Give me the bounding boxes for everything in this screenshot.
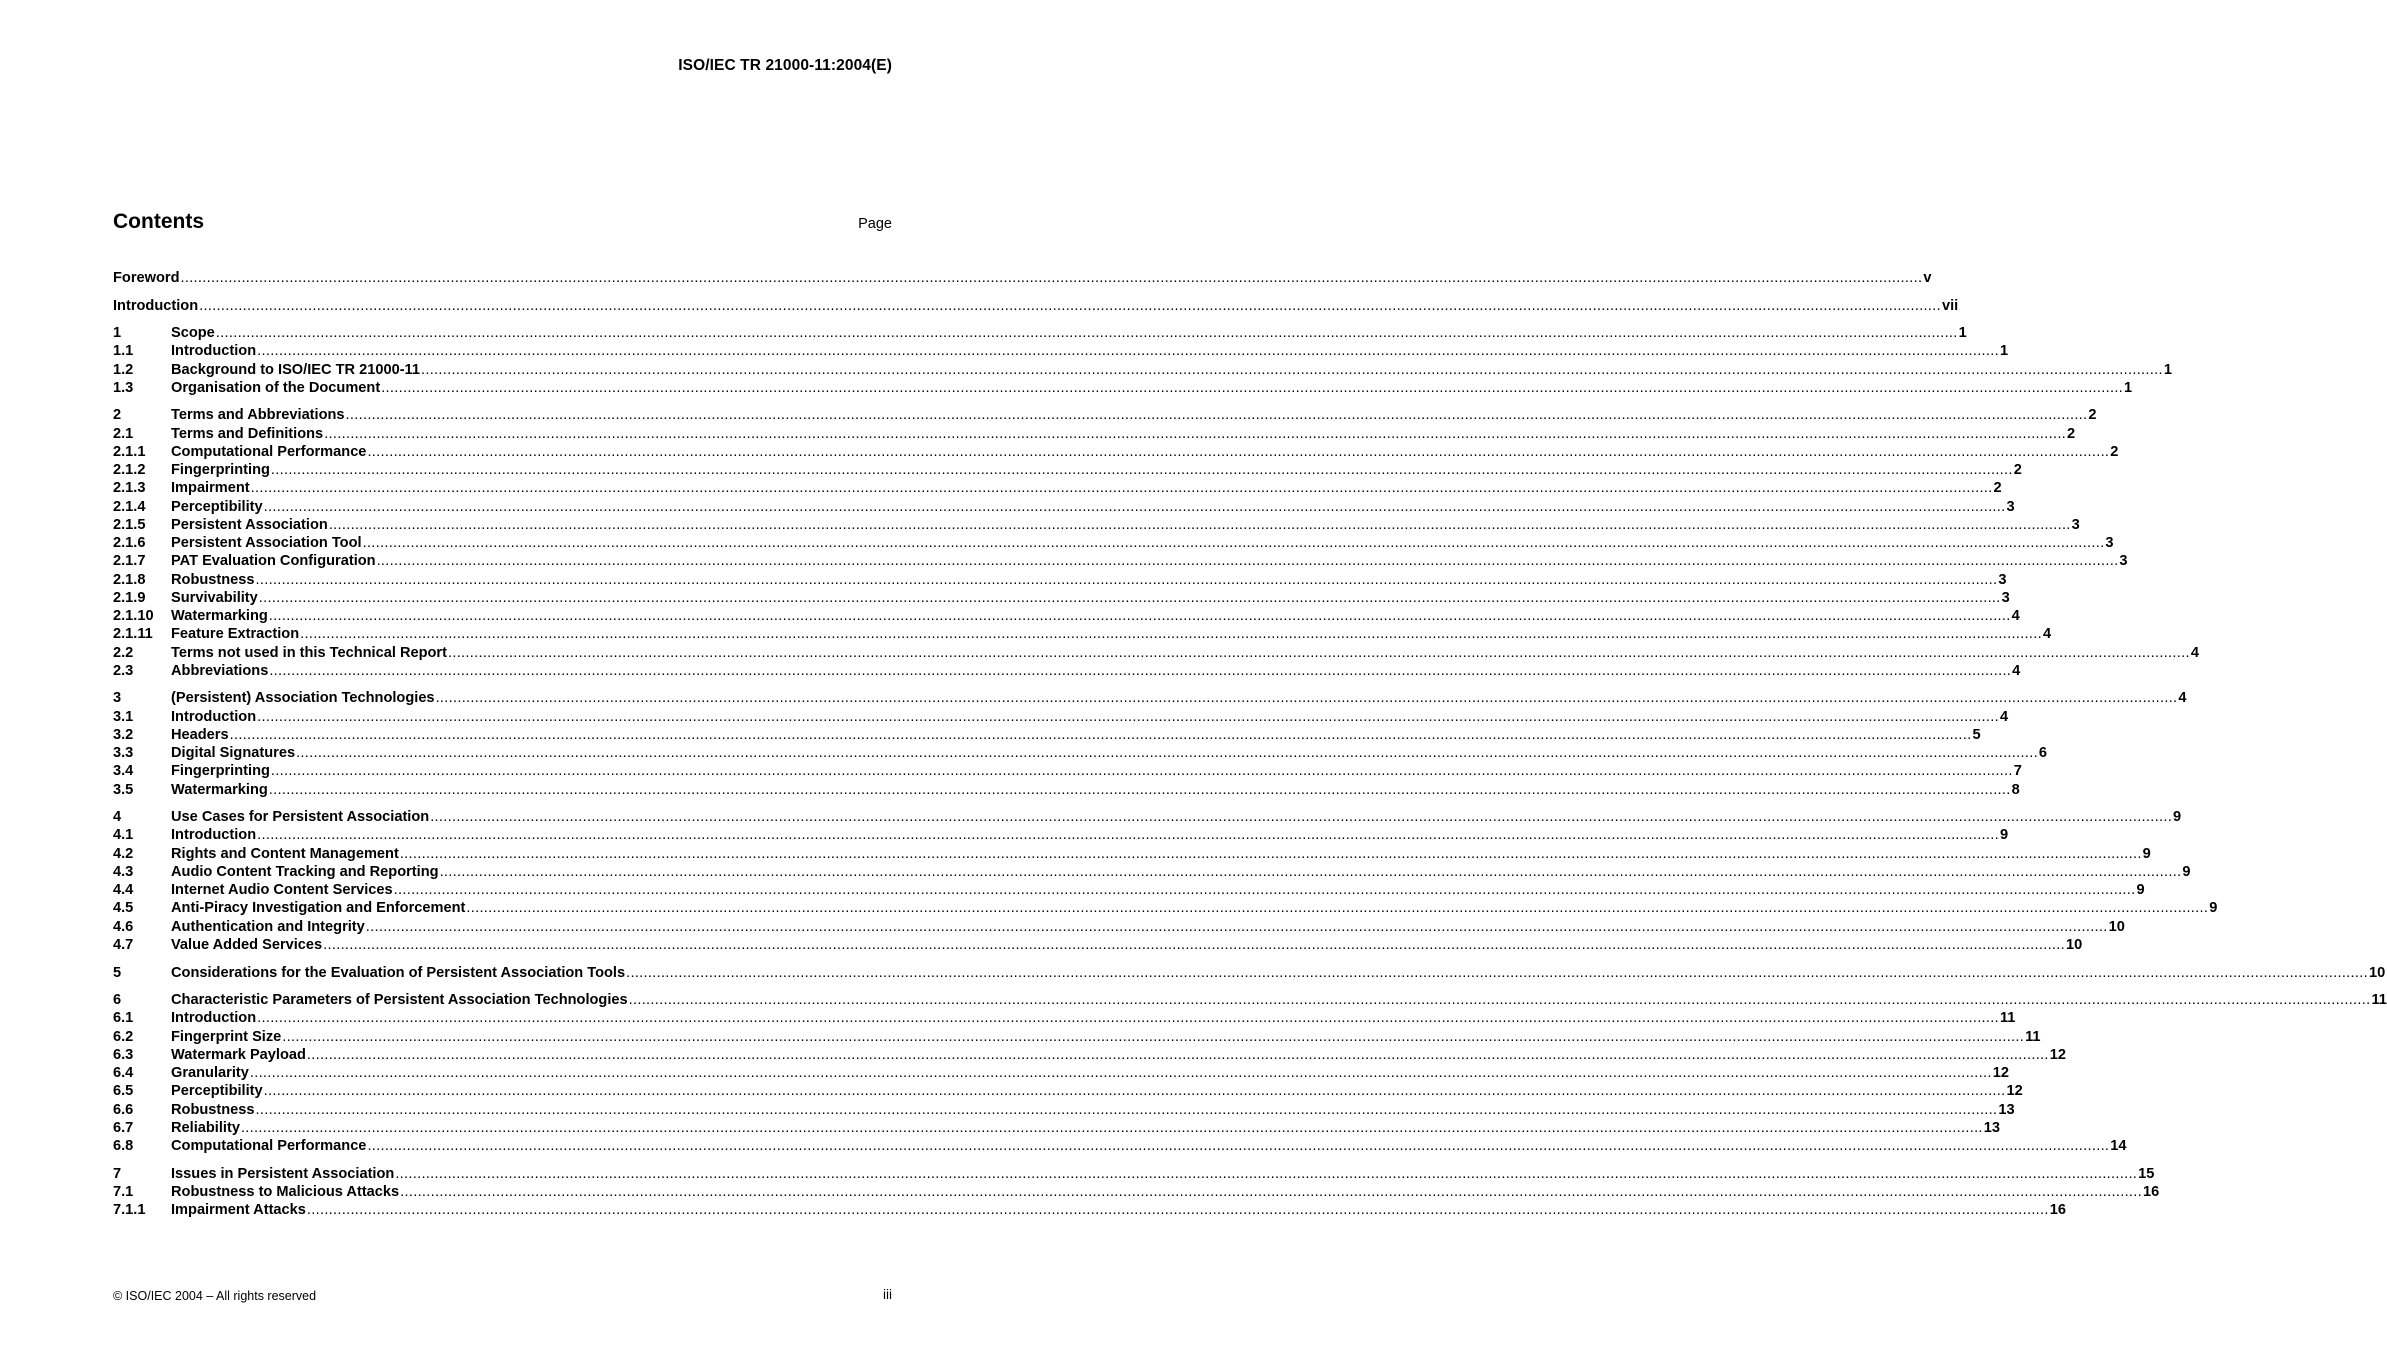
toc-entry[interactable] <box>113 863 2191 882</box>
toc-entry-number: 2.1.11 <box>113 626 153 643</box>
toc-entry[interactable] <box>113 297 1959 316</box>
toc-entry-page: 1 <box>1958 325 1967 342</box>
toc-entry-title: Introduction <box>171 827 257 844</box>
toc-entry-title: Perceptibility <box>171 498 263 515</box>
toc-entry[interactable] <box>113 462 2022 480</box>
toc-entry-title: Terms and Definitions <box>171 425 324 442</box>
dot-leader: ................................................................................................................................................................................................................................................................................................................................................................................................................ <box>393 882 2136 899</box>
toc-entry-title: Fingerprinting <box>171 763 270 780</box>
toc-entry-title: Robustness <box>171 1101 255 1118</box>
toc-entry[interactable] <box>113 571 2007 590</box>
dot-leader: ................................................................................................................................................................................................................................................................................................................................................................................................................ <box>282 1028 2025 1045</box>
dot-leader: ................................................................................................................................................................................................................................................................................................................................................................................................................ <box>255 1101 1998 1118</box>
dot-leader: ................................................................................................................................................................................................................................................................................................................................................................................................................ <box>328 516 2071 533</box>
dot-leader: ................................................................................................................................................................................................................................................................................................................................................................................................................ <box>399 845 2142 862</box>
toc-entry-title: Anti-Piracy Investigation and Enforcement <box>171 900 466 917</box>
toc-entry[interactable] <box>113 1119 2001 1138</box>
toc-entry-number: 4.7 <box>113 936 134 953</box>
dot-leader: ................................................................................................................................................................................................................................................................................................................................................................................................................ <box>249 1065 1992 1082</box>
toc-entry[interactable] <box>113 270 1932 288</box>
dot-leader: ................................................................................................................................................................................................................................................................................................................................................................................................................ <box>439 863 2182 880</box>
toc-entry-title: Authentication and Integrity <box>171 918 365 935</box>
dot-leader: ................................................................................................................................................................................................................................................................................................................................................................................................................ <box>263 498 2006 515</box>
toc-entry-number: 4 <box>113 809 122 826</box>
toc-entry-page: 13 <box>1983 1119 2001 1136</box>
toc-entry-number: 6.1 <box>113 1010 134 1027</box>
toc-entry-title: Terms not used in this Technical Report <box>171 644 447 661</box>
toc-entry-page: 1 <box>1999 343 2009 360</box>
toc-entry-number: 6.8 <box>113 1138 134 1155</box>
toc-entry-page: 3 <box>2071 516 2080 533</box>
toc-entry[interactable] <box>113 1028 2041 1047</box>
dot-leader: ................................................................................................................................................................................................................................................................................................................................................................................................................ <box>628 992 2371 1009</box>
toc-entry-title: Perceptibility <box>171 1083 263 1100</box>
toc-entry-title: Terms and Abbreviations <box>171 407 345 424</box>
dot-leader: ................................................................................................................................................................................................................................................................................................................................................................................................................ <box>255 571 1998 588</box>
dot-leader: ................................................................................................................................................................................................................................................................................................................................................................................................................ <box>400 1183 2142 1200</box>
toc-entry-number: 4.1 <box>113 827 134 844</box>
toc-entry[interactable] <box>113 1202 2066 1220</box>
toc-entry-number: 4.2 <box>113 845 134 862</box>
toc-entry-page: 9 <box>2136 882 2145 899</box>
toc-entry[interactable] <box>113 589 2010 608</box>
toc-entry-number: 3 <box>113 690 122 707</box>
dot-leader: ................................................................................................................................................................................................................................................................................................................................................................................................................ <box>258 589 2001 606</box>
toc-group <box>113 690 2187 800</box>
toc-entry-number: 2.1.7 <box>113 553 146 570</box>
toc-entry-page: vii <box>1941 297 1959 314</box>
dot-leader: ................................................................................................................................................................................................................................................................................................................................................................................................................ <box>199 297 1941 314</box>
dot-leader: ................................................................................................................................................................................................................................................................................................................................................................................................................ <box>447 644 2190 661</box>
dot-leader: ................................................................................................................................................................................................................................................................................................................................................................................................................ <box>229 726 1972 743</box>
toc-entry-page: 9 <box>1999 827 2009 844</box>
toc-entry-page: 2 <box>2088 407 2097 424</box>
toc-entry-number: 2.1.1 <box>113 443 146 460</box>
toc-entry-number: 3.3 <box>113 745 134 762</box>
toc-entry[interactable] <box>113 1065 2009 1083</box>
toc-group <box>113 297 1959 316</box>
dot-leader: ................................................................................................................................................................................................................................................................................................................................................................................................................ <box>376 553 2119 570</box>
toc-entry[interactable] <box>113 992 2387 1010</box>
dot-leader: ................................................................................................................................................................................................................................................................................................................................................................................................................ <box>257 827 1999 844</box>
toc-entry-title: Foreword <box>113 270 180 286</box>
dot-leader: ................................................................................................................................................................................................................................................................................................................................................................................................................ <box>306 1046 2049 1063</box>
table-of-contents <box>113 270 2387 1230</box>
toc-entry-number: 2.1.2 <box>113 462 146 479</box>
toc-entry-title: Impairment Attacks <box>171 1202 306 1219</box>
toc-entry-number: 2.3 <box>113 662 134 679</box>
dot-leader: ................................................................................................................................................................................................................................................................................................................................................................................................................ <box>395 1165 2138 1182</box>
toc-entry-page: 3 <box>2001 589 2010 606</box>
dot-leader: ................................................................................................................................................................................................................................................................................................................................................................................................................ <box>300 626 2042 643</box>
toc-entry[interactable] <box>113 708 2009 727</box>
toc-entry-title: Computational Performance <box>171 443 367 460</box>
toc-entry-number: 2 <box>113 407 122 424</box>
toc-entry-title: Organisation of the Document <box>171 379 381 396</box>
toc-entry-title: Digital Signatures <box>171 745 296 762</box>
toc-entry-page: 9 <box>2142 845 2151 862</box>
toc-group <box>113 964 2386 983</box>
toc-entry-number: 4.3 <box>113 863 134 880</box>
toc-entry-title: Persistent Association Tool <box>171 535 362 552</box>
toc-entry[interactable] <box>113 1046 2066 1065</box>
toc-entry-page: 3 <box>1998 571 2007 588</box>
dot-leader: ................................................................................................................................................................................................................................................................................................................................................................................................................ <box>381 379 2124 396</box>
toc-entry[interactable] <box>113 379 2133 398</box>
dot-leader: ................................................................................................................................................................................................................................................................................................................................................................................................................ <box>435 690 2178 707</box>
toc-entry-number: 2.2 <box>113 644 134 661</box>
toc-entry[interactable] <box>113 608 2020 626</box>
toc-entry-page: 3 <box>2119 553 2128 570</box>
toc-entry-number: 3.5 <box>113 781 134 798</box>
toc-entry[interactable] <box>113 1083 2023 1101</box>
toc-entry-number: 2.1.9 <box>113 589 146 606</box>
dot-leader: ................................................................................................................................................................................................................................................................................................................................................................................................................ <box>250 480 1993 497</box>
toc-entry[interactable] <box>113 626 2052 644</box>
dot-leader: ................................................................................................................................................................................................................................................................................................................................................................................................................ <box>367 1138 2110 1155</box>
toc-entry-number: 6.6 <box>113 1101 134 1118</box>
toc-entry-page: 3 <box>2006 498 2015 515</box>
toc-entry-title: Scope <box>171 325 215 342</box>
toc-entry-title: Granularity <box>171 1065 249 1082</box>
toc-entry[interactable] <box>113 343 2009 361</box>
toc-entry-title: Fingerprint Size <box>171 1028 282 1045</box>
dot-leader: ................................................................................................................................................................................................................................................................................................................................................................................................................ <box>257 708 1999 725</box>
toc-entry-number: 2.1.4 <box>113 498 146 515</box>
toc-entry-number: 3.1 <box>113 708 134 725</box>
toc-entry-page: 6 <box>2038 745 2048 762</box>
dot-leader: ................................................................................................................................................................................................................................................................................................................................................................................................................ <box>362 535 2105 552</box>
toc-entry-title: Characteristic Parameters of Persistent Association Technologies <box>171 992 628 1009</box>
dot-leader: ................................................................................................................................................................................................................................................................................................................................................................................................................ <box>263 1083 2006 1100</box>
toc-entry[interactable] <box>113 553 2128 571</box>
toc-entry-title: Use Cases for Persistent Association <box>171 809 430 826</box>
toc-entry-page: 2 <box>2067 425 2076 442</box>
toc-entry-number: 6 <box>113 992 122 1009</box>
page-title: Contents <box>113 210 204 233</box>
toc-entry-title: Fingerprinting <box>171 462 270 479</box>
toc-entry[interactable] <box>113 443 2119 462</box>
toc-entry-page: 11 <box>1999 1010 2016 1027</box>
toc-entry-page: 4 <box>1999 708 2009 725</box>
toc-entry-number: 3.4 <box>113 763 134 780</box>
toc-entry-page: 12 <box>1992 1065 2009 1082</box>
toc-entry-page: v <box>1923 270 1932 286</box>
dot-leader: ................................................................................................................................................................................................................................................................................................................................................................................................................ <box>215 325 1958 342</box>
toc-entry-number: 1.2 <box>113 361 134 378</box>
toc-entry-number: 2.1.5 <box>113 516 146 533</box>
toc-entry-page: 8 <box>2011 781 2020 798</box>
toc-entry-title: Watermarking <box>171 608 268 625</box>
page-column-label: Page <box>858 216 892 232</box>
toc-entry[interactable] <box>113 726 1981 745</box>
dot-leader: ................................................................................................................................................................................................................................................................................................................................................................................................................ <box>306 1202 2049 1219</box>
toc-entry[interactable] <box>113 763 2022 781</box>
toc-entry-page: 11 <box>2371 992 2387 1009</box>
toc-entry[interactable] <box>113 918 2125 937</box>
toc-entry[interactable] <box>113 809 2182 827</box>
page-number: iii <box>883 1287 892 1302</box>
dot-leader: ................................................................................................................................................................................................................................................................................................................................................................................................................ <box>269 662 2012 679</box>
toc-entry-number: 4.5 <box>113 900 134 917</box>
toc-group <box>113 992 2387 1156</box>
toc-entry-title: (Persistent) Association Technologies <box>171 690 435 707</box>
toc-entry[interactable] <box>113 781 2020 800</box>
toc-entry[interactable] <box>113 535 2114 553</box>
toc-group <box>113 809 2218 955</box>
toc-entry[interactable] <box>113 407 2097 425</box>
toc-entry-title: Introduction <box>113 297 199 314</box>
toc-entry-number: 1.3 <box>113 379 134 396</box>
toc-entry[interactable] <box>113 1010 2016 1028</box>
toc-entry-title: Survivability <box>171 589 258 606</box>
toc-entry-page: 4 <box>2178 690 2187 707</box>
dot-leader: ................................................................................................................................................................................................................................................................................................................................................................................................................ <box>257 343 1999 360</box>
toc-entry-page: 4 <box>2012 662 2021 679</box>
toc-entry-title: Internet Audio Content Services <box>171 882 393 899</box>
toc-entry-page: 16 <box>2049 1202 2066 1219</box>
document-id-header: ISO/IEC TR 21000-11:2004(E) <box>678 57 892 74</box>
toc-group <box>113 407 2199 681</box>
copyright-footer: © ISO/IEC 2004 – All rights reserved <box>113 1289 317 1303</box>
toc-entry-page: 2 <box>1993 480 2002 497</box>
toc-entry-title: Introduction <box>171 708 257 725</box>
toc-entry[interactable] <box>113 1138 2127 1156</box>
toc-entry-number: 1 <box>113 325 122 342</box>
toc-entry-number: 7 <box>113 1165 122 1182</box>
toc-group <box>113 325 2172 398</box>
dot-leader: ................................................................................................................................................................................................................................................................................................................................................................................................................ <box>324 425 2067 442</box>
toc-entry-title: Robustness to Malicious Attacks <box>171 1183 400 1200</box>
toc-group <box>113 270 1932 288</box>
toc-entry-number: 6.3 <box>113 1046 134 1063</box>
toc-entry[interactable] <box>113 662 2021 681</box>
toc-entry-title: Considerations for the Evaluation of Persistent Association Tools <box>171 964 626 981</box>
dot-leader: ................................................................................................................................................................................................................................................................................................................................................................................................................ <box>420 361 2163 378</box>
dot-leader: ................................................................................................................................................................................................................................................................................................................................................................................................................ <box>270 763 2013 780</box>
toc-entry-number: 6.7 <box>113 1119 134 1136</box>
toc-entry[interactable] <box>113 936 2083 955</box>
toc-entry-number: 2.1.6 <box>113 535 146 552</box>
dot-leader: ................................................................................................................................................................................................................................................................................................................................................................................................................ <box>345 407 2088 424</box>
dot-leader: ................................................................................................................................................................................................................................................................................................................................................................................................................ <box>180 270 1923 286</box>
toc-entry[interactable] <box>113 882 2145 900</box>
dot-leader: ................................................................................................................................................................................................................................................................................................................................................................................................................ <box>430 809 2173 826</box>
toc-entry-page: 4 <box>2042 626 2052 643</box>
toc-entry-number: 7.1 <box>113 1183 134 1200</box>
toc-entry-number: 2.1 <box>113 425 134 442</box>
toc-entry-number: 2.1.3 <box>113 480 146 497</box>
toc-entry-number: 7.1.1 <box>113 1202 146 1219</box>
toc-entry-title: Persistent Association <box>171 516 328 533</box>
toc-entry-page: 7 <box>2013 763 2022 780</box>
toc-entry[interactable] <box>113 644 2199 663</box>
toc-entry-page: 1 <box>2124 379 2133 396</box>
toc-entry-title: Issues in Persistent Association <box>171 1165 395 1182</box>
toc-entry-page: 16 <box>2143 1183 2160 1200</box>
toc-entry[interactable] <box>113 325 1967 343</box>
toc-entry-page: 4 <box>2190 644 2199 661</box>
toc-entry[interactable] <box>113 900 2218 918</box>
dot-leader: ................................................................................................................................................................................................................................................................................................................................................................................................................ <box>367 443 2110 460</box>
toc-entry-page: 11 <box>2025 1028 2041 1045</box>
toc-entry[interactable] <box>113 1165 2155 1184</box>
toc-entry-title: Introduction <box>171 1010 257 1027</box>
toc-entry-number: 1.1 <box>113 343 134 360</box>
toc-entry-number: 6.5 <box>113 1083 134 1100</box>
dot-leader: ................................................................................................................................................................................................................................................................................................................................................................................................................ <box>240 1119 1983 1136</box>
toc-entry-number: 2.1.8 <box>113 571 146 588</box>
dot-leader: ................................................................................................................................................................................................................................................................................................................................................................................................................ <box>268 781 2011 798</box>
toc-entry[interactable] <box>113 480 2002 498</box>
toc-entry[interactable] <box>113 498 2015 517</box>
toc-entry-title: Background to ISO/IEC TR 21000-11 <box>171 361 420 378</box>
dot-leader: ................................................................................................................................................................................................................................................................................................................................................................................................................ <box>626 964 2368 981</box>
toc-entry-title: Feature Extraction <box>171 626 300 643</box>
toc-entry-page: 9 <box>2173 809 2182 826</box>
toc-entry-title: Reliability <box>171 1119 240 1136</box>
toc-entry-title: Robustness <box>171 571 255 588</box>
dot-leader: ................................................................................................................................................................................................................................................................................................................................................................................................................ <box>466 900 2209 917</box>
toc-entry-number: 6.4 <box>113 1065 134 1082</box>
toc-entry[interactable] <box>113 827 2009 845</box>
toc-entry-page: 5 <box>1972 726 1981 743</box>
toc-entry-page: 10 <box>2066 936 2083 953</box>
toc-entry-number: 6.2 <box>113 1028 134 1045</box>
dot-leader: ................................................................................................................................................................................................................................................................................................................................................................................................................ <box>270 462 2013 479</box>
toc-group <box>113 1165 2160 1221</box>
toc-entry-title: Value Added Services <box>171 936 323 953</box>
toc-entry-number: 3.2 <box>113 726 134 743</box>
toc-entry-page: 10 <box>2108 918 2125 935</box>
toc-entry-page: 9 <box>2182 863 2191 880</box>
toc-entry[interactable] <box>113 845 2151 864</box>
toc-entry-title: Rights and Content Management <box>171 845 399 862</box>
toc-entry[interactable] <box>113 361 2172 380</box>
toc-entry[interactable] <box>113 964 2386 983</box>
toc-entry[interactable] <box>113 1101 2015 1120</box>
toc-entry-number: 5 <box>113 964 122 981</box>
dot-leader: ................................................................................................................................................................................................................................................................................................................................................................................................................ <box>296 745 2038 762</box>
toc-entry[interactable] <box>113 745 2048 763</box>
toc-entry[interactable] <box>113 516 2080 535</box>
dot-leader: ................................................................................................................................................................................................................................................................................................................................................................................................................ <box>257 1010 1999 1027</box>
toc-entry-title: Headers <box>171 726 229 743</box>
toc-entry-page: 2 <box>2013 462 2022 479</box>
toc-entry-page: 15 <box>2138 1165 2155 1182</box>
toc-entry[interactable] <box>113 425 2076 444</box>
toc-entry-page: 9 <box>2209 900 2218 917</box>
toc-entry-title: PAT Evaluation Configuration <box>171 553 376 570</box>
toc-entry-title: Computational Performance <box>171 1138 367 1155</box>
toc-entry-page: 2 <box>2110 443 2119 460</box>
toc-entry-page: 3 <box>2105 535 2114 552</box>
toc-entry-title: Watermark Payload <box>171 1046 306 1063</box>
toc-entry-page: 14 <box>2110 1138 2127 1155</box>
dot-leader: ................................................................................................................................................................................................................................................................................................................................................................................................................ <box>365 918 2108 935</box>
toc-entry-title: Audio Content Tracking and Reporting <box>171 863 439 880</box>
toc-entry-number: 4.6 <box>113 918 134 935</box>
toc-entry-page: 10 <box>2368 964 2386 981</box>
toc-entry-title: Abbreviations <box>171 662 269 679</box>
dot-leader: ................................................................................................................................................................................................................................................................................................................................................................................................................ <box>323 936 2065 953</box>
toc-entry[interactable] <box>113 1183 2160 1202</box>
toc-entry-title: Watermarking <box>171 781 268 798</box>
toc-entry-page: 4 <box>2011 608 2020 625</box>
toc-entry-number: 4.4 <box>113 882 134 899</box>
toc-entry[interactable] <box>113 690 2187 708</box>
toc-entry-page: 1 <box>2163 361 2172 378</box>
toc-entry-title: Introduction <box>171 343 257 360</box>
toc-entry-page: 12 <box>2006 1083 2023 1100</box>
toc-entry-page: 13 <box>1998 1101 2015 1118</box>
toc-entry-page: 12 <box>2049 1046 2066 1063</box>
dot-leader: ................................................................................................................................................................................................................................................................................................................................................................................................................ <box>268 608 2011 625</box>
toc-entry-title: Impairment <box>171 480 250 497</box>
toc-entry-number: 2.1.10 <box>113 608 154 625</box>
